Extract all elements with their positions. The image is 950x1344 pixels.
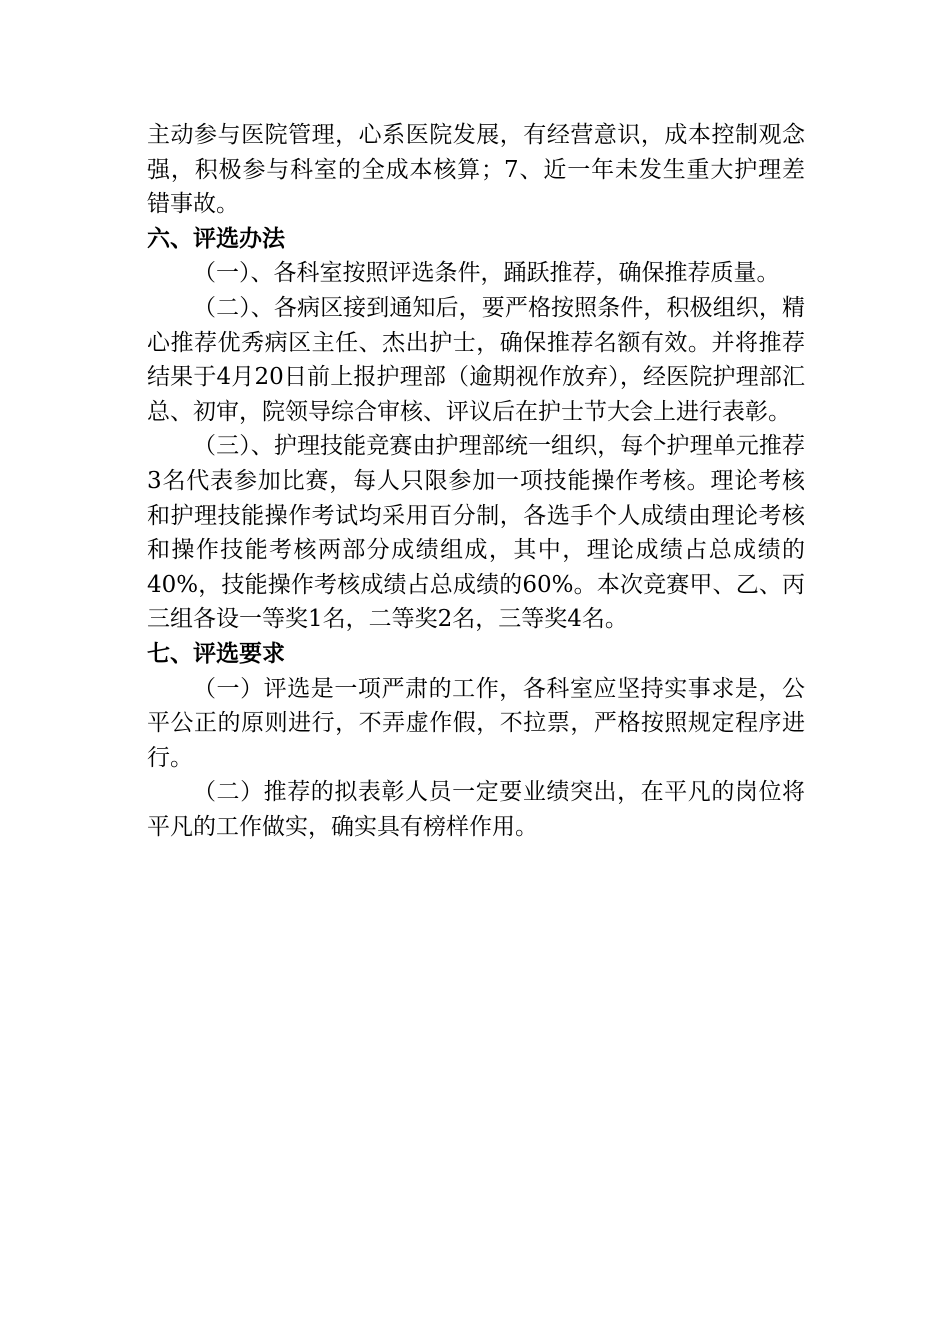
paragraph-method-2: （二）、各病区接到通知后，要严格按照条件，积极组织，精心推荐优秀病区主任、杰出护士，确保推荐名额有效。并将推荐结果于4月20日前上报护理部（逾期视作放弃），经医院护理部汇总、初审，院领导综合审核、评议后在护士节大会上进行表彰。 [147,294,805,425]
paragraph-requirement-1: （一）评选是一项严肃的工作，各科室应坚持实事求是，公平公正的原则进行，不弄虚作假，不拉票，严格按照规定程序进行。 [147,675,805,771]
paragraph-requirement-2: （二）推荐的拟表彰人员一定要业绩突出，在平凡的岗位将平凡的工作做实，确实具有榜样作用。 [147,779,805,840]
section-heading-selection-requirements: 七、评选要求 [147,640,285,667]
section-heading-selection-method: 六、评选办法 [147,225,285,252]
paragraph-continuation: 主动参与医院管理，心系医院发展，有经营意识，成本控制观念强，积极参与科室的全成本核算；7、近一年未发生重大护理差错事故。 [147,122,805,218]
document-body [147,118,805,844]
paragraph-method-3: （三）、护理技能竞赛由护理部统一组织，每个护理单元推荐3名代表参加比赛，每人只限参加一项技能操作考核。理论考核和护理技能操作考试均采用百分制，各选手个人成绩由理论考核和操作技能考核两部分成绩组成，其中，理论成绩占总成绩的40%，技能操作考核成绩占总成绩的60%。本次竞赛甲、乙、丙三组各设一等奖1名，二等奖2名，三等奖4名。 [147,433,805,633]
paragraph-method-1: （一）、各科室按照评选条件，踊跃推荐，确保推荐质量。 [193,260,780,287]
